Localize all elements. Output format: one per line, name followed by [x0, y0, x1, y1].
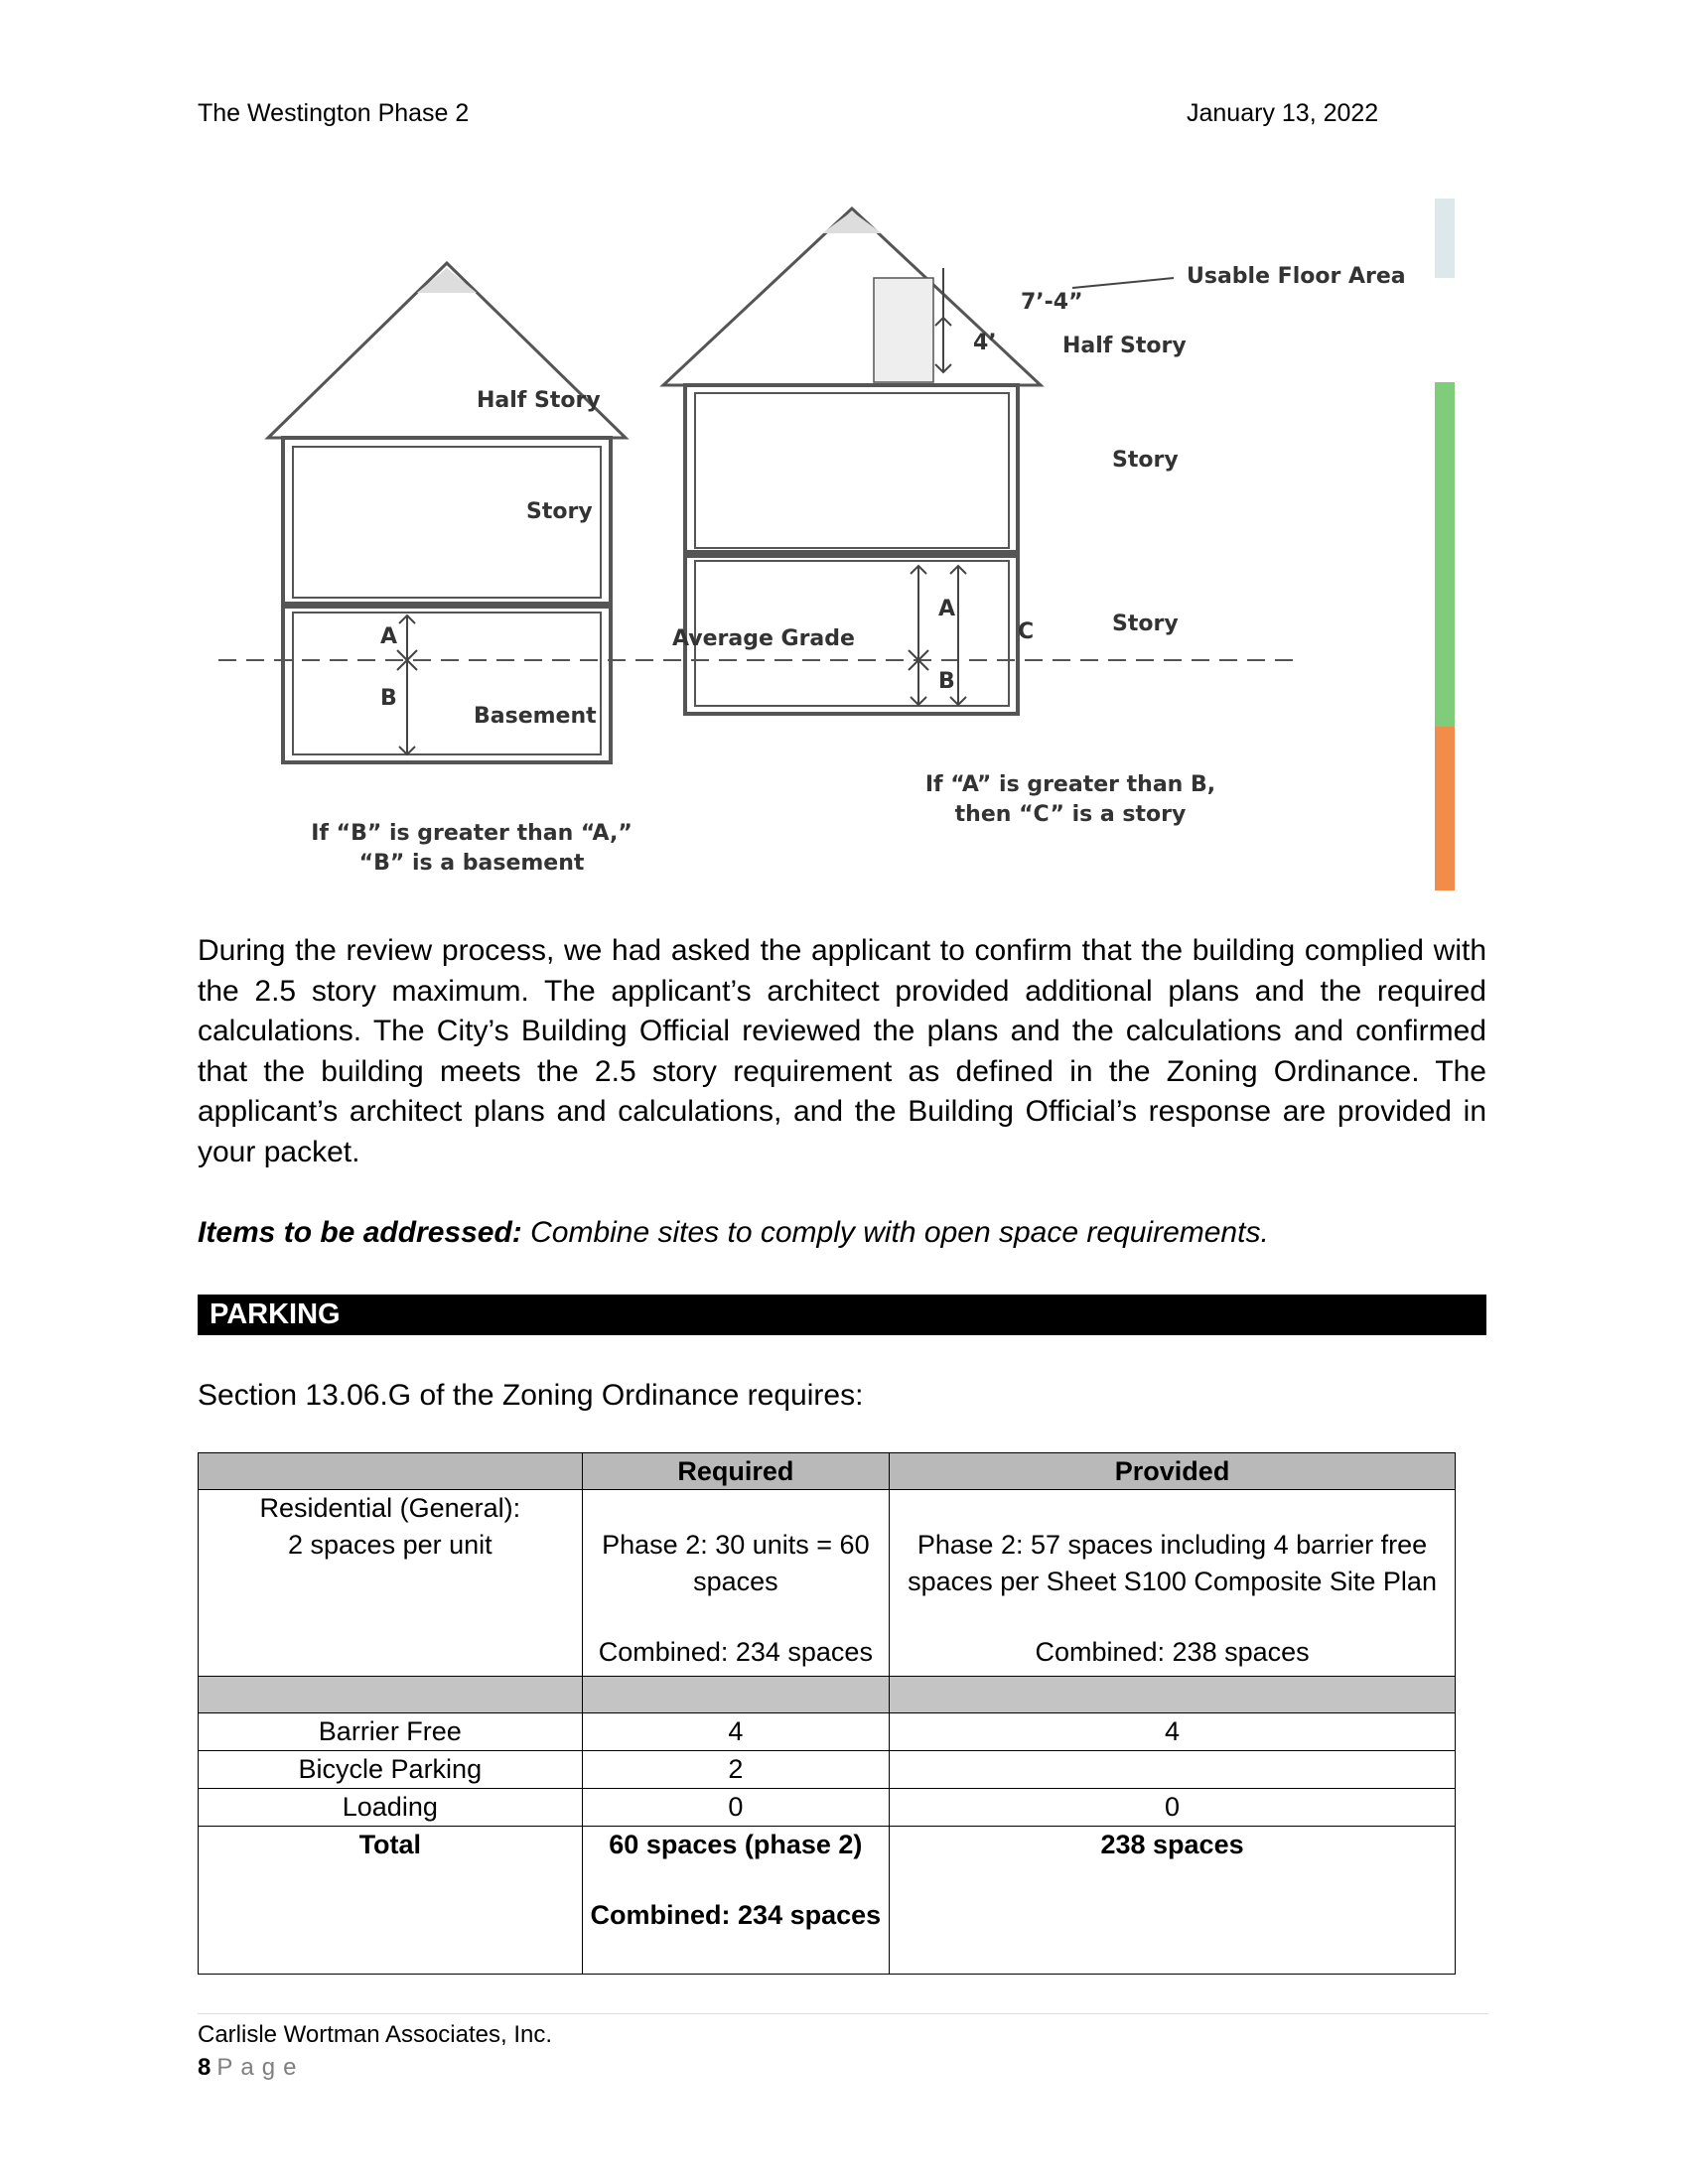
page-word: Page [216, 2054, 305, 2081]
row-label: Barrier Free [199, 1713, 583, 1751]
label-a-right: A [938, 597, 956, 621]
label-c-right: C [1018, 619, 1035, 644]
header-title: The Westington Phase 2 [198, 99, 470, 127]
label-basement: Basement [474, 704, 597, 729]
total-provided: 238 spaces [890, 1827, 1456, 1975]
caption-right-line1: If “A” is greater than B, [924, 772, 1216, 797]
label-average-grade: Average Grade [672, 626, 855, 651]
row-label: Bicycle Parking [199, 1751, 583, 1789]
items-to-address [198, 1216, 1269, 1250]
table-row-residential [199, 1490, 1456, 1677]
footer-company: Carlisle Wortman Associates, Inc. [198, 2021, 553, 2048]
label-story-right-upper: Story [1112, 448, 1179, 473]
section-heading-parking: PARKING [198, 1295, 1486, 1335]
color-bar-top [1435, 199, 1455, 278]
items-label: Items to be addressed: [198, 1216, 522, 1249]
items-text: Combine sites to comply with open space requirements. [521, 1216, 1269, 1249]
total-required-2: Combined: 234 spaces [590, 1900, 882, 1930]
label-usable-floor-area: Usable Floor Area [1187, 264, 1406, 289]
table-row-spacer [199, 1677, 1456, 1713]
row-provided: 4 [890, 1713, 1456, 1751]
residential-provided-2: Combined: 238 spaces [1035, 1637, 1310, 1667]
row-label: Loading [199, 1789, 583, 1827]
row-provided [890, 1751, 1456, 1789]
residential-provided-1: Phase 2: 57 spaces including 4 barrier free spaces per Sheet S100 Composite Site Plan [908, 1530, 1437, 1596]
label-dim-4: 4’ [973, 331, 997, 355]
total-label: Total [199, 1827, 583, 1975]
header-date: January 13, 2022 [1187, 99, 1379, 127]
residential-provided-cell [890, 1490, 1456, 1677]
label-dim-7-4: 7’-4” [1021, 290, 1083, 315]
residential-required-1: Phase 2: 30 units = 60 spaces [602, 1530, 870, 1596]
total-required-1: 60 spaces (phase 2) [609, 1830, 863, 1859]
header-blank [199, 1453, 583, 1490]
residential-required-cell [582, 1490, 889, 1677]
row-provided: 0 [890, 1789, 1456, 1827]
row-required: 4 [582, 1713, 889, 1751]
parking-table [198, 1452, 1456, 1975]
caption-right-line2: then “C” is a story [954, 802, 1187, 827]
footer-page-number [198, 2054, 304, 2082]
residential-required-2: Combined: 234 spaces [598, 1637, 873, 1667]
label-story-right-lower: Story [1112, 612, 1179, 636]
page-number: 8 [198, 2054, 211, 2081]
caption-left-line1: If “B” is greater than “A,” [311, 821, 633, 846]
header-provided: Provided [890, 1453, 1456, 1490]
table-header-row [199, 1453, 1456, 1490]
residential-label-cell [199, 1490, 583, 1677]
caption-left-line2: “B” is a basement [358, 851, 585, 876]
footer-divider [198, 2013, 1488, 2014]
story-basement-diagram [189, 179, 1470, 893]
label-half-story-right: Half Story [1062, 334, 1187, 358]
table-row [199, 1751, 1456, 1789]
label-b-right: B [938, 669, 955, 694]
table-row [199, 1789, 1456, 1827]
residential-label-2: 2 spaces per unit [288, 1530, 492, 1560]
color-bar-green [1435, 382, 1455, 750]
row-required: 0 [582, 1789, 889, 1827]
color-bar-orange [1435, 727, 1455, 890]
label-b-left: B [380, 686, 397, 711]
header-required: Required [582, 1453, 889, 1490]
review-paragraph: During the review process, we had asked the applicant to confirm that the building complied with the 2.5 story maximum. The applicant’s architect provided additional plans and the required calculations. The City’s Building Official reviewed the plans and the calculations and confirmed that the building meets the 2.5 story requirement as defined in the Zoning Ordinance. The applicant’s architect plans and calculations, and the Building Official’s response are provided in your packet. [198, 934, 1486, 1168]
table-row-total [199, 1827, 1456, 1975]
section-intro: Section 13.06.G of the Zoning Ordinance requires: [198, 1379, 864, 1412]
total-required-cell [582, 1827, 889, 1975]
label-half-story-left: Half Story [477, 388, 601, 413]
label-story-left: Story [526, 499, 593, 524]
table-row [199, 1713, 1456, 1751]
residential-label-1: Residential (General): [259, 1493, 521, 1523]
label-a-left: A [380, 624, 398, 649]
row-required: 2 [582, 1751, 889, 1789]
